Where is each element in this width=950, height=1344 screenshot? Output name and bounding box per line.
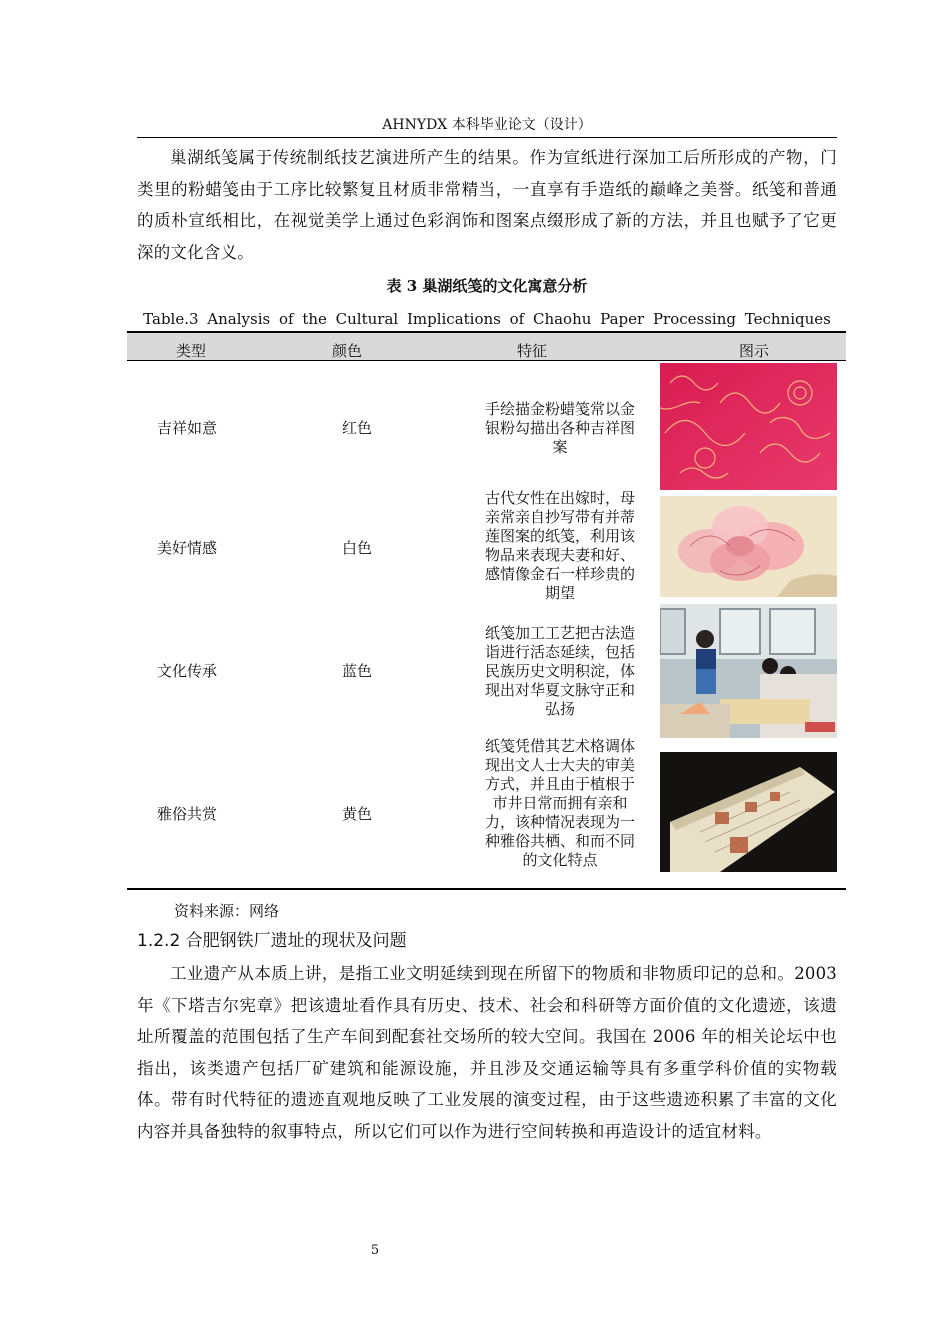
row-type: 吉祥如意 xyxy=(156,419,217,437)
page-number: 5 xyxy=(370,1243,380,1258)
row-type: 文化传承 xyxy=(156,662,217,680)
row-color: 红色 xyxy=(341,419,372,437)
row-type: 雅俗共赏 xyxy=(156,805,217,823)
row-type: 美好情感 xyxy=(156,539,217,557)
row-color: 蓝色 xyxy=(341,662,372,680)
header-type: 类型 xyxy=(175,342,206,360)
header-image: 图示 xyxy=(738,342,769,360)
row-feature: 纸笺凭借其艺术格调体现出文人士大夫的审美方式，并且由于植根于市井日常而拥有亲和力，该种情况表现为一种雅俗共栖、和而不同的文化特点 xyxy=(484,737,635,869)
row-feature: 纸笺加工工艺把古法造诣进行活态延续，包括民族历史文明积淀，体现出对华夏文脉守正和弘扬 xyxy=(484,624,635,718)
classroom-workshop-photo xyxy=(660,604,837,738)
source-note: 资料来源：网络 xyxy=(174,902,280,920)
calligraphy-scroll-photo xyxy=(660,752,837,872)
header-rule xyxy=(137,137,837,138)
row-color: 黄色 xyxy=(341,805,372,823)
row-feature: 古代女性在出嫁时，母亲常亲自抄写带有并蒂莲图案的纸笺，利用该物品来表现夫妻和好、感情像金石一样珍贵的期望 xyxy=(484,489,635,602)
intro-paragraph: 巢湖纸笺属于传统制纸技艺演进所产生的结果。作为宣纸进行深加工后所形成的产物，门类里的粉蜡笺由于工序比较繁复且材质非常精当，一直享有手造纸的巅峰之美誉。纸笺和普通的质朴宣纸相比，在视觉美学上通过色彩润饰和图案点缀形成了新的方法，并且也赋予了它更深的文化含义。 xyxy=(137,148,837,262)
row-color: 白色 xyxy=(341,539,372,557)
section-heading: 1.2.2 合肥钢铁厂遗址的现状及问题 xyxy=(137,931,407,951)
section-paragraph: 工业遗产从本质上讲，是指工业文明延续到现在所留下的物质和非物质印记的总和。2003 年《下塔吉尔宪章》把该遗址看作具有历史、技术、社会和科研等方面价值的文化遗迹，该遗址所覆盖的范围包括了生产车间到配套社交场所的较大空间。我国在 2006 年的相关论坛中也指出，该类遗产包括厂矿建筑和能源设施，并且涉及交通运输等具有多重学科价值的实物载体。带有时代特征的遗迹直观地反映了工业发展的演变过程，由于这些遗迹积累了丰富的文化内容并具备独特的叙事特点，所以它们可以作为进行空间转换和再造设计的适宜材料。 xyxy=(137,964,837,1141)
lotus-paper-photo xyxy=(660,496,837,597)
table-row xyxy=(127,489,846,604)
row-feature: 手绘描金粉蜡笺常以金银粉勾描出各种吉祥图案 xyxy=(484,400,635,456)
table-row xyxy=(127,604,846,739)
table-caption-zh: 表 3 巢湖纸笺的文化寓意分析 xyxy=(386,277,588,295)
table-header-row xyxy=(127,333,846,361)
table-caption-en: Table.3 Analysis of the Cultural Implications of Chaohu Paper Processing Techniques xyxy=(143,310,831,328)
header-color: 颜色 xyxy=(331,342,362,360)
table-row xyxy=(127,362,846,492)
running-header: AHNYDX 本科毕业论文（设计） xyxy=(382,117,592,133)
table-bottom-rule xyxy=(127,888,846,890)
header-feature: 特征 xyxy=(516,342,547,360)
red-gold-pattern-paper-photo xyxy=(660,363,837,490)
table-row xyxy=(127,739,846,886)
